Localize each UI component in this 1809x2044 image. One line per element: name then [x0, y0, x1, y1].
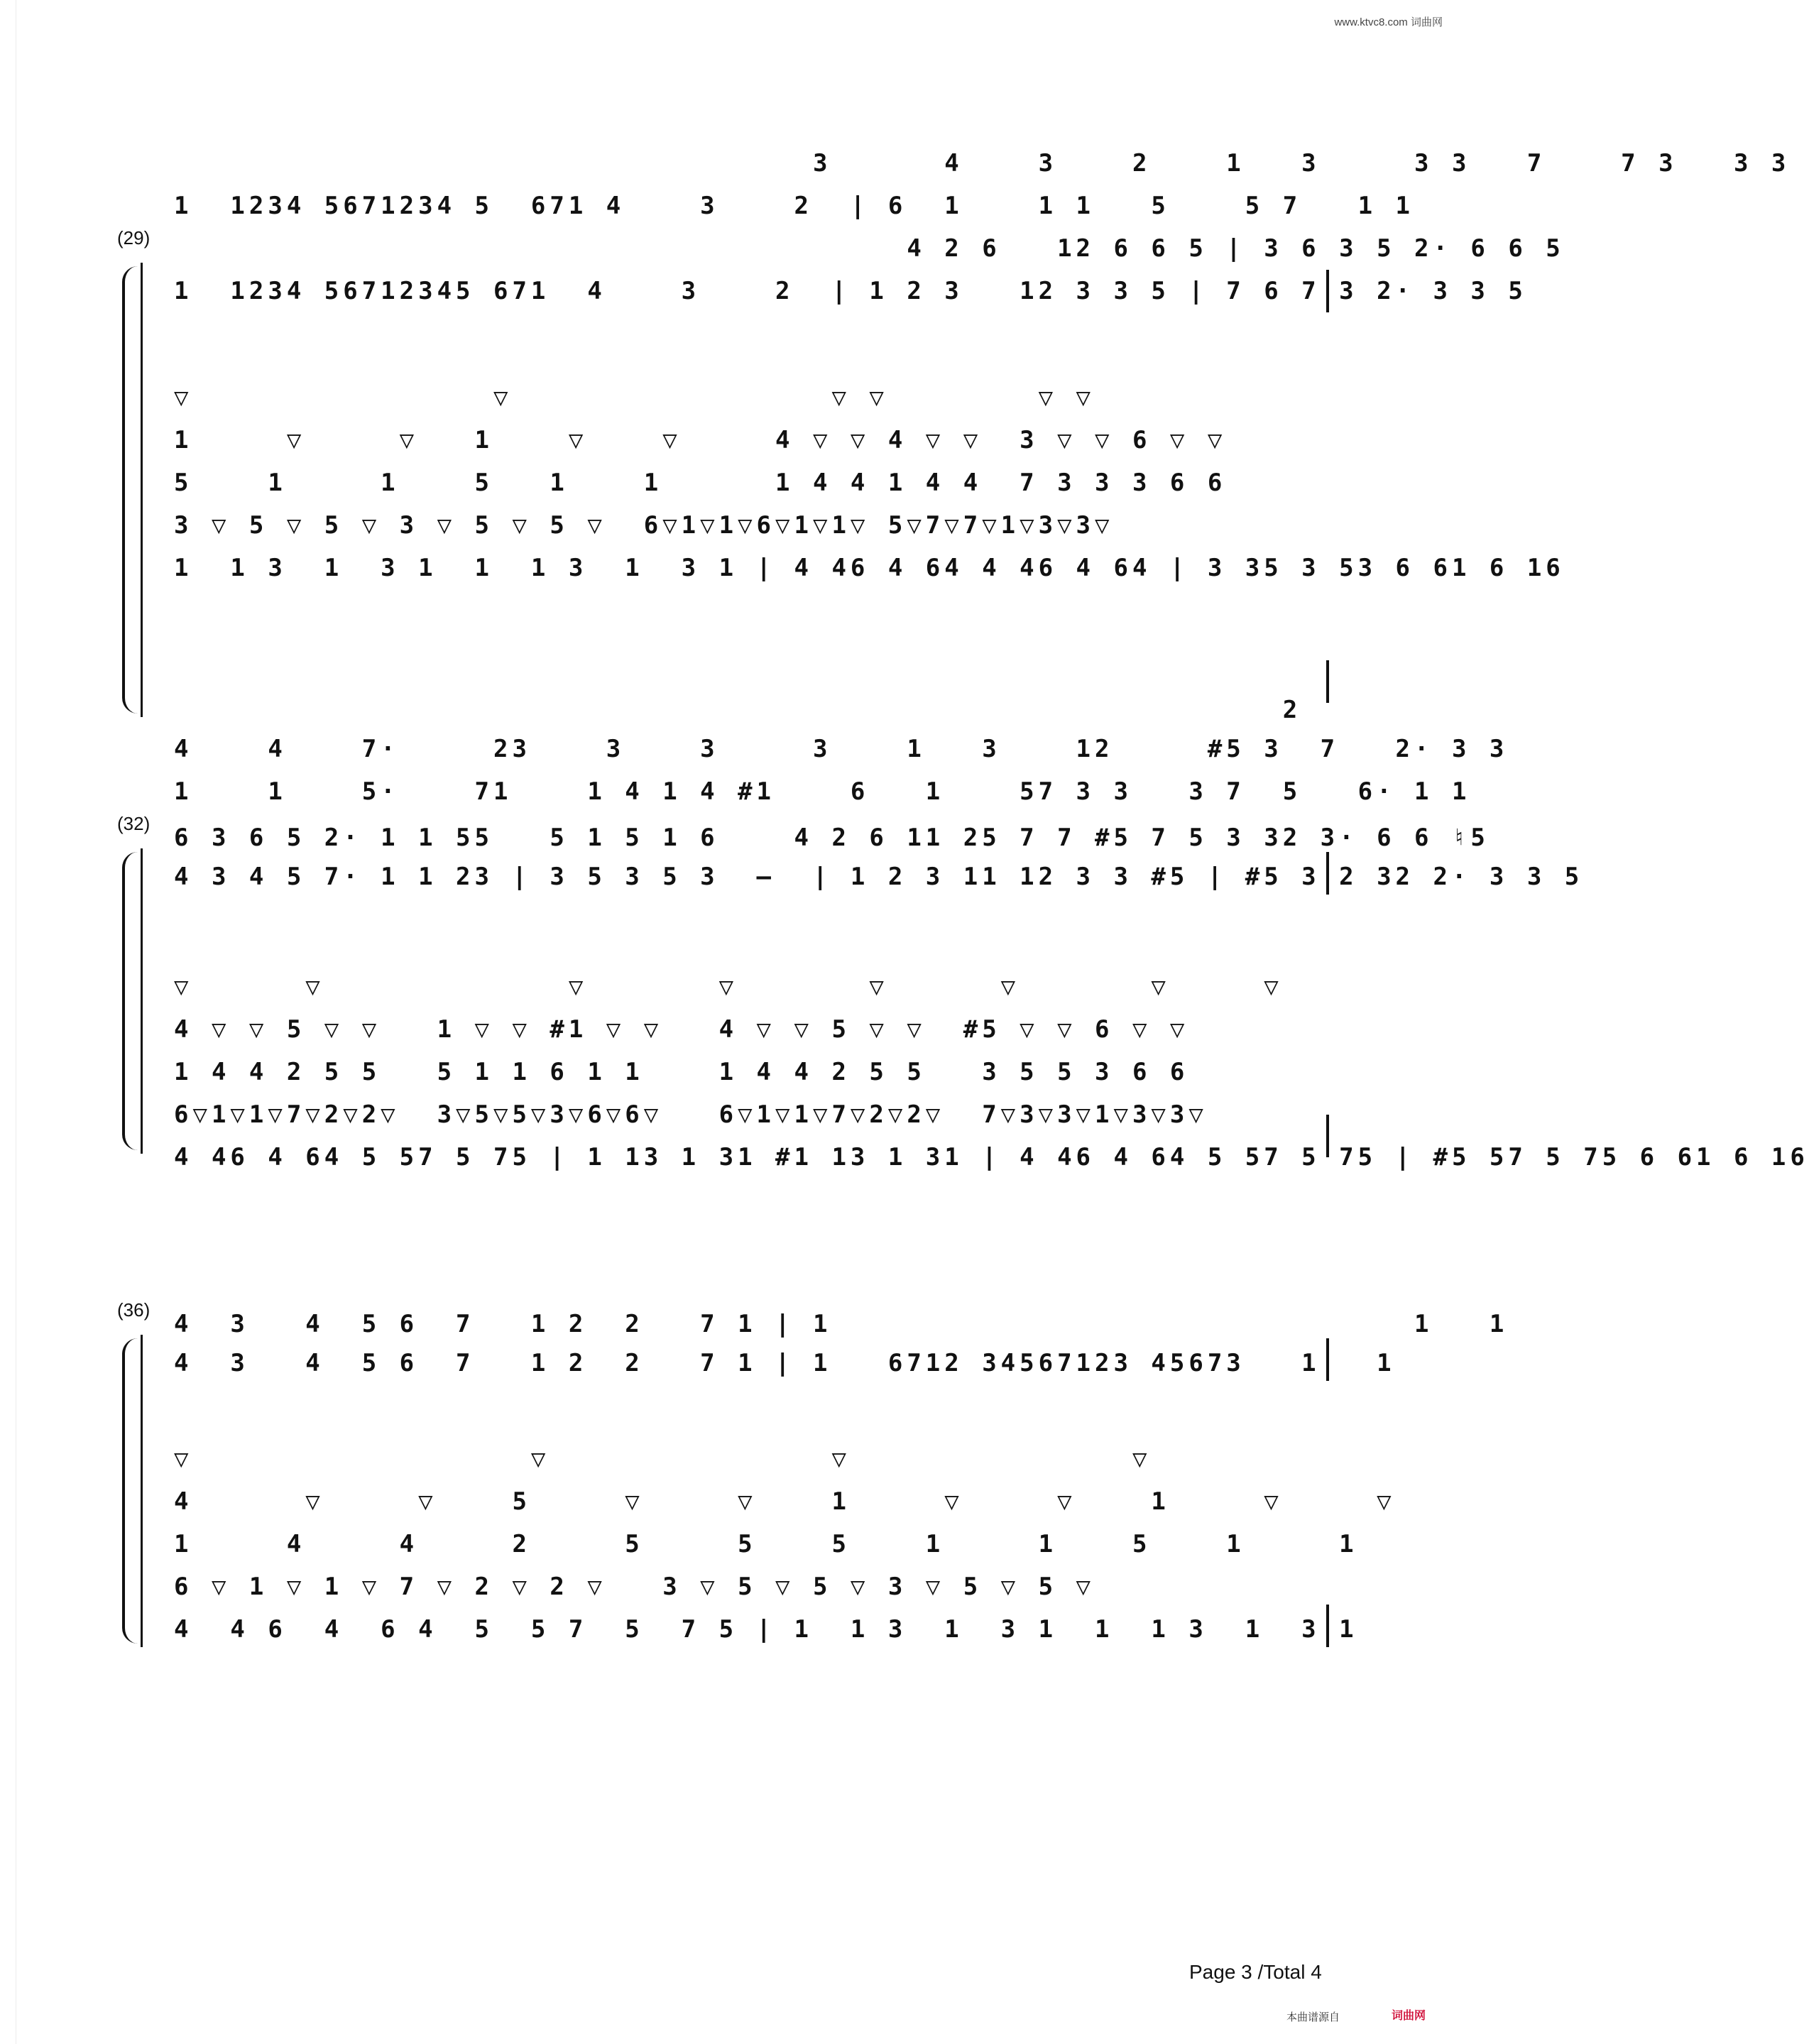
- system-bracket: [141, 263, 143, 717]
- bass-line: 1 4 4 2 5 5 5 1 1 5 1 1: [174, 1530, 1358, 1558]
- score-system-1: [0, 114, 1791, 611]
- bass-line: 3 ▽ 5 ▽ 5 ▽ 3 ▽ 5 ▽ 5 ▽ 6▽1▽1▽6▽1▽1▽ 5▽7▽7▽1▽3▽3▽: [174, 511, 1114, 540]
- piano-brace: [122, 852, 138, 1150]
- bass-line: 6 ▽ 1 ▽ 1 ▽ 7 ▽ 2 ▽ 2 ▽ 3 ▽ 5 ▽ 5 ▽ 3 ▽ 5 ▽ 5 ▽: [174, 1573, 1095, 1601]
- bass-line: 1 4 4 2 5 5 5 1 1 6 1 1 1 4 4 2 5 5 3 5 5 3 6 6: [174, 1058, 1189, 1086]
- treble-line: 4 3 4 5 6 7 1 2 2 7 1 | 1 1 1: [174, 1310, 1509, 1338]
- measure-number-label: (36): [117, 1299, 151, 1321]
- page-number: Page 3 /Total 4: [1189, 1961, 1322, 1983]
- treble-line: 2: [174, 696, 1302, 724]
- treble-line: 1 1234 5671234 5 671 4 3 2 | 6 1 1 1 5 5 7 1 1: [174, 192, 1415, 220]
- bass-line: ▽ ▽ ▽ ▽: [174, 1445, 1152, 1473]
- bass-line: 5 1 1 5 1 1 1 4 4 1 4 4 7 3 3 3 6 6: [174, 469, 1227, 497]
- treble-line: 4 4 7· 23 3 3 3 1 3 12 #5 3 7 2· 3 3: [174, 735, 1509, 763]
- measure-number-label: (32): [117, 813, 151, 834]
- site-logo[interactable]: 词曲网: [1392, 2009, 1426, 2022]
- treble-line: 6 3 6 5 2· 1 1 55 5 1 5 1 6 4 2 6 11 25 7 7 #5 7 5 3 32 3· 6 6 ♮5: [174, 824, 1490, 852]
- treble-line: 4 3 4 5 6 7 1 2 2 7 1 | 1 6712 34567123 45673 1 1: [174, 1349, 1396, 1377]
- bass-line: 1 1 3 1 3 1 1 1 3 1 3 1 | 4 46 4 64 4 46 4 64 | 3 35 3 53 6 61 6 16: [174, 554, 1565, 582]
- system-bracket: [141, 848, 143, 1154]
- bass-line: 4 ▽ ▽ 5 ▽ ▽ 1 ▽ ▽ #1 ▽ ▽ 4 ▽ ▽ 5 ▽ ▽ #5 ▽ ▽ 6 ▽ ▽: [174, 1015, 1189, 1044]
- site-header: [1334, 14, 1443, 29]
- source-label: 本曲谱源自: [1286, 2011, 1340, 2023]
- treble-line: 4 3 4 5 7· 1 1 23 | 3 5 3 5 3 – | 1 2 3 11 12 3 3 #5 | #5 3 2 32 2· 3 3 5: [174, 863, 1584, 891]
- bass-line: 4 4 6 4 6 4 5 5 7 5 7 5 | 1 1 3 1 3 1 1 1 3 1 3 1: [174, 1615, 1358, 1644]
- score-system-2: [0, 682, 1809, 1193]
- bass-line: 1 ▽ ▽ 1 ▽ ▽ 4 ▽ ▽ 4 ▽ ▽ 3 ▽ ▽ 6 ▽ ▽: [174, 426, 1227, 454]
- site-url[interactable]: www.ktvc8.com: [1334, 16, 1408, 28]
- piano-brace: [122, 1338, 138, 1644]
- bass-line: 4 ▽ ▽ 5 ▽ ▽ 1 ▽ ▽ 1 ▽ ▽: [174, 1487, 1396, 1516]
- score-system-3: [0, 1271, 1509, 1668]
- piano-brace: [122, 266, 138, 714]
- treble-line: 3 4 3 2 1 3 3 3 7 7 3 3 3: [174, 149, 1791, 177]
- bass-line: ▽ ▽ ▽ ▽ ▽ ▽: [174, 383, 1095, 412]
- bass-line: 6▽1▽1▽7▽2▽2▽ 3▽5▽5▽3▽6▽6▽ 6▽1▽1▽7▽2▽2▽ 7▽3▽3▽1▽3▽3▽: [174, 1100, 1208, 1129]
- site-name: 词曲网: [1410, 16, 1443, 28]
- system-bracket: [141, 1335, 143, 1647]
- treble-line: 4 2 6 12 6 6 5 | 3 6 3 5 2· 6 6 5: [174, 234, 1565, 263]
- bass-line: ▽ ▽ ▽ ▽ ▽ ▽ ▽ ▽: [174, 973, 1283, 1001]
- treble-line: 1 1234 56712345 671 4 3 2 | 1 2 3 12 3 3 5 | 7 6 7 3 2· 3 3 5: [174, 277, 1527, 305]
- bass-line: 4 46 4 64 5 57 5 75 | 1 13 1 31 #1 13 1 31 | 4 46 4 64 5 57 5 75 | #5 57 5 75 6 61 6 16: [174, 1143, 1809, 1171]
- treble-line: 1 1 5· 71 1 4 1 4 #1 6 1 57 3 3 3 7 5 6· 1 1: [174, 777, 1471, 806]
- measure-number-label: (29): [117, 227, 151, 248]
